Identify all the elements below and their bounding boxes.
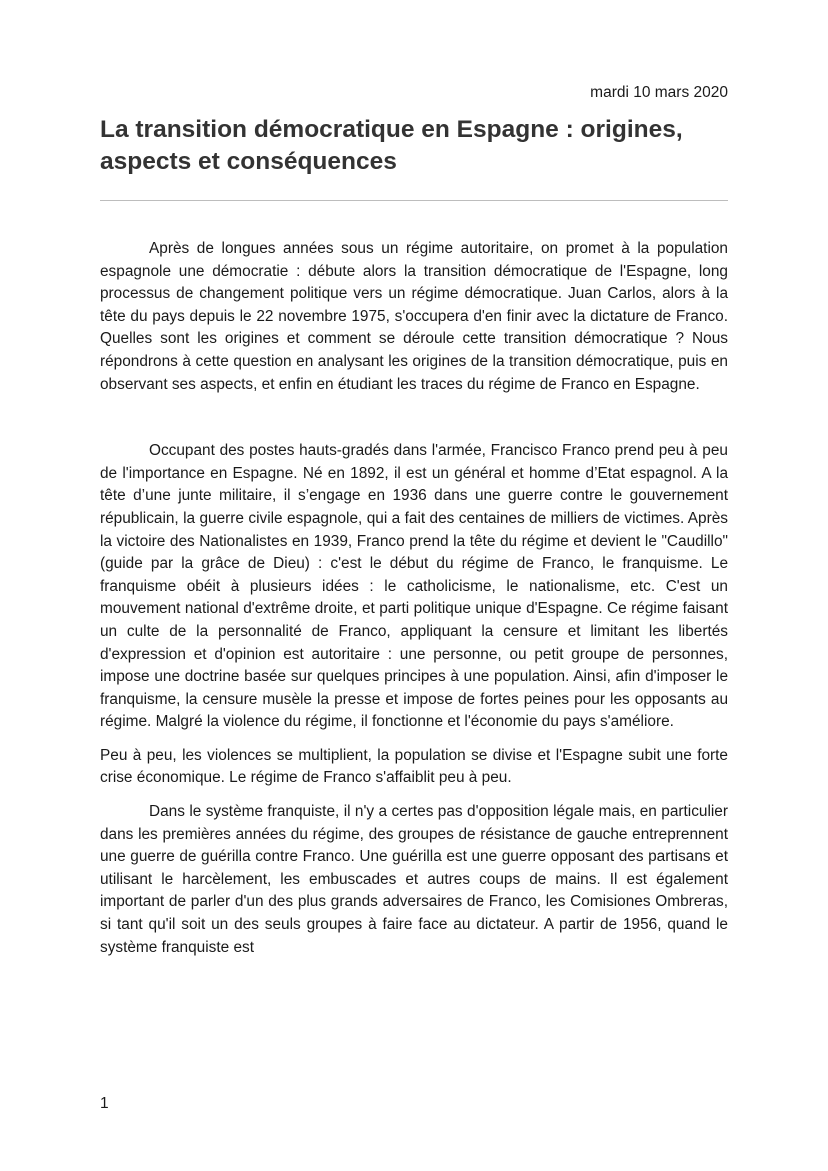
paragraph-regime-weakening: Peu à peu, les violences se multiplient, la population se divise et l'Espagne subit une forte crise économique. Le régime de Franco s'affaiblit peu à peu.	[100, 746, 728, 787]
document-body	[100, 238, 728, 959]
document-date: mardi 10 mars 2020	[590, 84, 728, 101]
page-number: 1	[100, 1095, 109, 1112]
document-title: La transition démocratique en Espagne : origines, aspects et conséquences	[100, 116, 683, 175]
paragraph-franco-rise: Occupant des postes hauts-gradés dans l'armée, Francisco Franco prend peu à peu de l'importance en Espagne. Né en 1892, il est un général et homme d’Etat espagnol. A la tête d’une junte militaire, il s’engage en 1936 dans une guerre contre le gouvernement républicain, la guerre civile espagnole, qui a fait des centaines de milliers de victimes. Après la victoire des Nationalistes en 1939, Franco prend la tête du régime et devient le "Caudillo" (guide par la grâce de Dieu) : c'est le début du régime de Franco, le franquisme. Le franquisme obéit à plusieurs idées : le catholicisme, le nationalisme, etc. C'est un mouvement national d'extrême droite, et parti politique unique d'Espagne. Ce régime faisant un culte de la personnalité de Franco, appliquant la censure et limitant les libertés d'expression et d'opinion est autoritaire : une personne, ou petit groupe de personnes, impose une doctrine basée sur quelques principes à une population. Ainsi, afin d'imposer le franquisme, la censure musèle la presse et impose de fortes peines pour les opposants au régime. Malgré la violence du régime, il fonctionne et l'économie du pays s'améliore.	[100, 442, 728, 731]
paragraph-introduction: Après de longues années sous un régime autoritaire, on promet à la population espagnole une démocratie : débute alors la transition démocratique de l'Espagne, long processus de changement politique vers un régime démocratique. Juan Carlos, alors à la tête du pays depuis le 22 novembre 1975, s'occupera d'en finir avec la dictature de Franco. Quelles sont les origines et comment se déroule cette transition démocratique ? Nous répondrons à cette question en analysant les origines de la transition démocratique, puis en observant ses aspects, et enfin en étudiant les traces du régime de Franco en Espagne.	[100, 240, 728, 393]
title-divider	[100, 200, 728, 201]
paragraph-opposition: Dans le système franquiste, il n'y a certes pas d'opposition légale mais, en particulier dans les premières années du régime, des groupes de résistance de gauche entreprennent une guerre de guérilla contre Franco. Une guérilla est une guerre opposant des partisans et utilisant le harcèlement, les embuscades et autres coups de mains. Il est également important de parler d'un des plus grands adversaires de Franco, les Comisiones Ombreras, si tant qu'il soit un des seuls groupes à faire face au dictateur. A partir de 1956, quand le système franquiste est	[100, 803, 728, 956]
